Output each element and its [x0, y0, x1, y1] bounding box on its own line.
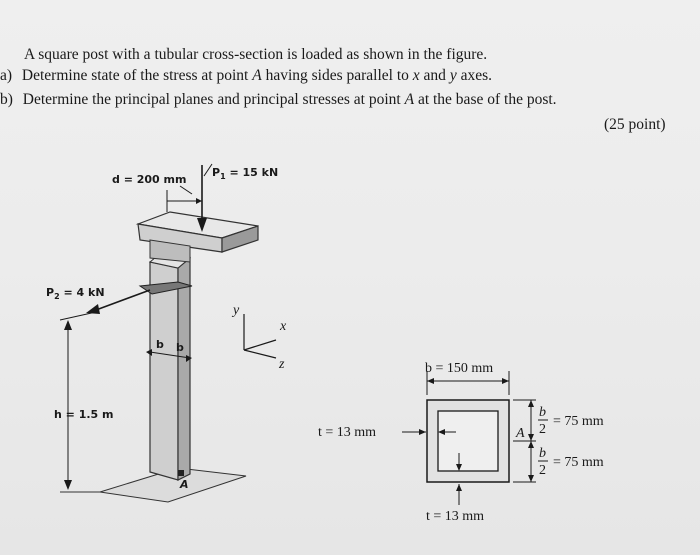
- half-b-bottom-label: [538, 446, 604, 478]
- axis-x-label: x: [280, 319, 287, 334]
- t-bottom-label: t = 13 mm: [426, 509, 485, 524]
- section-inner: [438, 411, 498, 471]
- problem-intro: A square post with a tubular cross-section is loaded as shown in the figure.: [24, 46, 488, 63]
- t-left-label: t = 13 mm: [318, 425, 377, 440]
- b-right-label: b: [176, 341, 184, 354]
- axes-icon: [231, 303, 287, 372]
- b-section-label: b = 150 mm: [425, 361, 494, 376]
- h-label: h = 1.5 m: [54, 408, 114, 421]
- d-leader: [180, 186, 192, 194]
- axis-z-label: z: [279, 357, 285, 372]
- cross-section: [402, 371, 536, 505]
- svg-text:= 75 mm: = 75 mm: [553, 455, 604, 470]
- svg-text:= 75 mm: = 75 mm: [553, 414, 604, 429]
- axis-y-label: y: [233, 303, 240, 318]
- p2-label: $P_2 = 4$ kN: [46, 286, 105, 301]
- d-dim-arrowhead: [196, 198, 202, 204]
- h-dim-top-arrow: [64, 320, 72, 330]
- points-label: (25 point): [604, 116, 666, 133]
- point-a-marker: [178, 470, 184, 476]
- b-dim-left-arrow: [146, 349, 152, 356]
- svg-text:b: b: [539, 405, 546, 420]
- point-a-section-label: A: [516, 426, 525, 441]
- part-b-marker: b): [0, 91, 13, 108]
- part-a-marker: a): [0, 67, 13, 84]
- p1-label: $P_1 = 15$ kN: [212, 166, 279, 181]
- part-a: a) Determine state of the stress at point A having sides parallel to x and y axes.: [0, 67, 492, 84]
- h-dim-bottom-arrow: [64, 480, 72, 490]
- point-a-base-label: A: [180, 478, 189, 491]
- part-b: b) Determine the principal planes and principal stresses at point A at the base of the post.: [0, 91, 557, 108]
- svg-text:2: 2: [539, 422, 546, 437]
- b-left-label: b: [156, 338, 164, 351]
- p1-leader: [204, 164, 212, 176]
- svg-text:b: b: [539, 446, 546, 461]
- h-dim-top-ext: [60, 312, 96, 320]
- d-label: d = 200 mm: [112, 173, 187, 186]
- svg-text:2: 2: [539, 463, 546, 478]
- half-b-top-label: [538, 405, 604, 437]
